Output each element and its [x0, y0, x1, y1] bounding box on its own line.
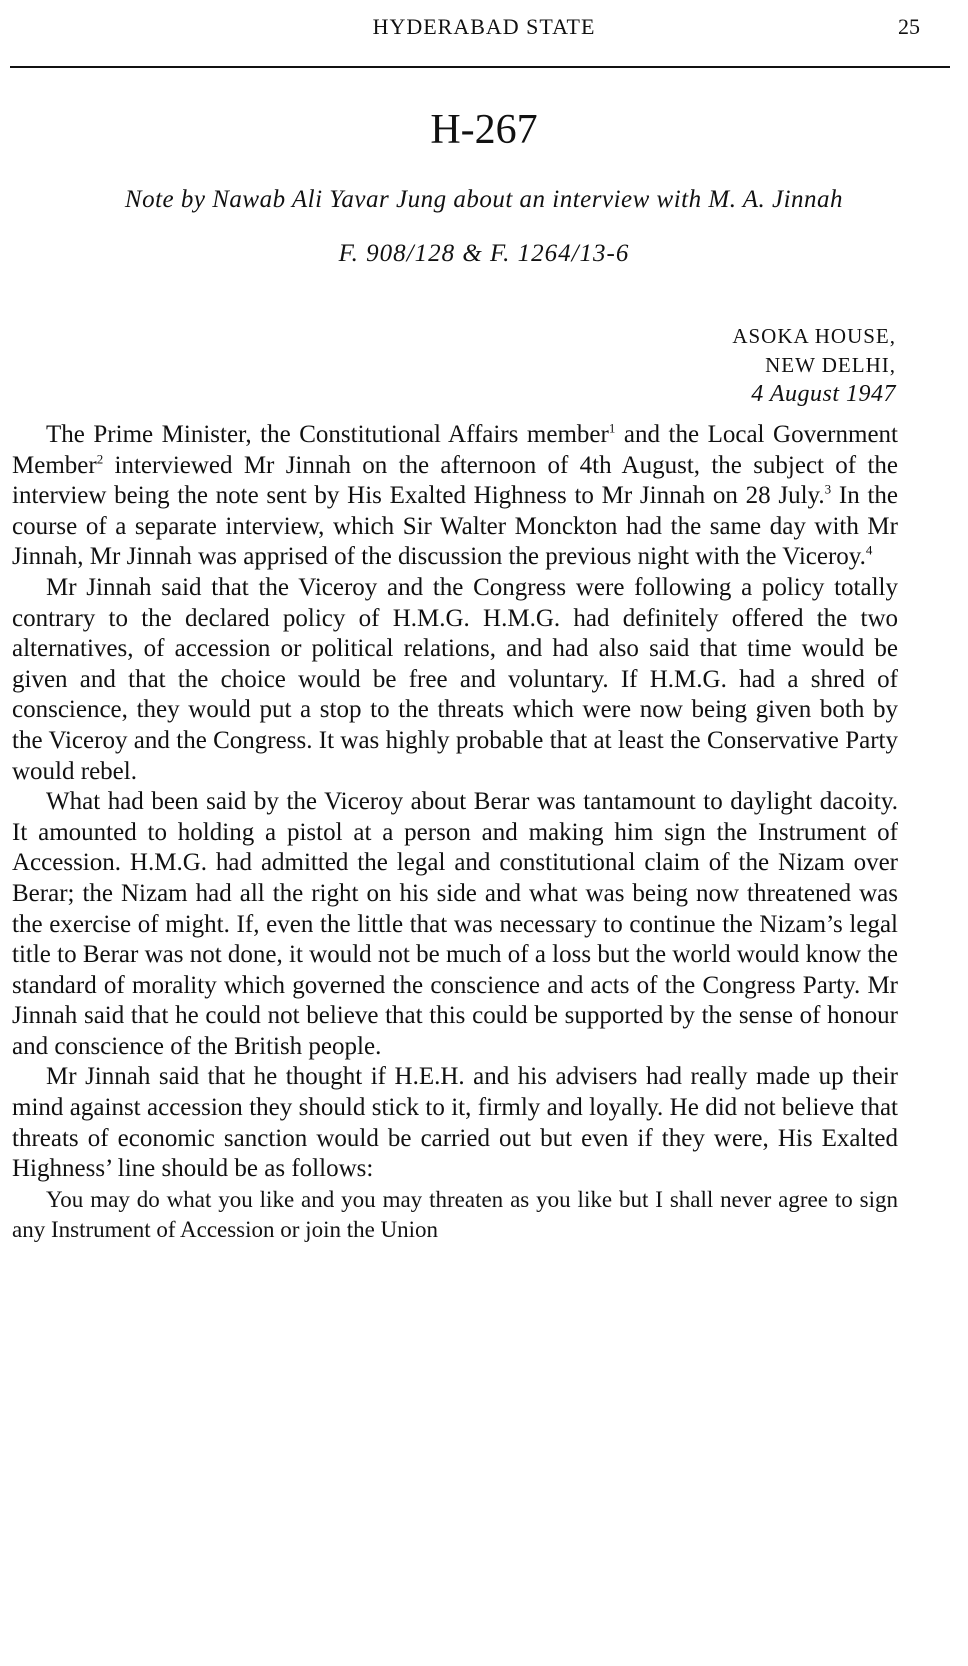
address-line-1: ASOKA HOUSE,: [732, 324, 896, 348]
document-id: H-267: [430, 107, 538, 153]
footnote-ref-1: 1: [608, 420, 616, 436]
footnote-ref-4: 4: [865, 543, 873, 559]
paragraph-1-text-c: interviewed Mr Jinnah on the afternoon of 4th August, the subject of the interview being the note sent by His Exalted Highness to Mr Jinnah on 28 July.: [12, 451, 898, 510]
address-block: [732, 322, 896, 409]
footnote-ref-2: 2: [96, 451, 104, 467]
document-body: [12, 420, 898, 1245]
paragraph-2: Mr Jinnah said that the Viceroy and the Congress were following a policy totally contrary to the declared policy of H.M.G. H.M.G. had definitely offered the two alternatives, of accession or political relations, and had also said that time would be given and that the choice would be free and voluntary. If H.M.G. had a shred of conscience, they would put a stop to the threats which were now being given both by the Viceroy and the Congress. It was highly probable that at least the Conservative Party would rebel.: [12, 573, 898, 785]
document-date: 4 August 1947: [751, 381, 896, 407]
document-title: Note by Nawab Ali Yavar Jung about an interview with M. A. Jinnah: [124, 186, 844, 213]
file-reference: F. 908/128 & F. 1264/13-6: [338, 240, 630, 267]
paragraph-3: What had been said by the Viceroy about Berar was tantamount to daylight dacoity. It amounted to holding a pistol at a person and making him sign the Instrument of Accession. H.M.G. had admitted the legal and constitutional claim of the Nizam over Berar; the Nizam had all the right on his side and what was being now threatened was the exercise of might. If, even the little that was necessary to continue the Nizam’s legal title to Berar was not done, it would not be much of a loss but the world would know the standard of morality which governed the conscience and acts of the Congress Party. Mr Jinnah said that he could not believe that this could be supported by the sense of honour and conscience of the British people.: [12, 788, 898, 1060]
paragraph-1-text-d: In the course of a separate interview, which Sir Walter Monckton had the same day with Mr Jinnah, Mr Jinnah was apprised of the discussion the previous night with the Viceroy.: [12, 482, 898, 571]
footnote-ref-3: 3: [824, 481, 832, 497]
page-number: 25: [898, 14, 920, 39]
paragraph-4: Mr Jinnah said that he thought if H.E.H. and his advisers had really made up their mind against accession they should stick to it, firmly and loyally. He did not believe that threats of economic sanction would be carried out but even if they were, His Exalted Highness’ line should be as follows:: [12, 1063, 898, 1183]
header-rule: [10, 66, 950, 68]
running-head: HYDERABAD STATE: [372, 14, 596, 39]
paragraph-1-text-a: The Prime Minister, the Constitutional Affairs member: [46, 421, 609, 448]
paragraph-1: [12, 420, 898, 573]
address-line-2: NEW DELHI,: [765, 353, 896, 377]
block-quote: You may do what you like and you may threaten as you like but I shall never agree to sign any Instrument of Accession or join the Union: [12, 1186, 898, 1242]
paragraph-1-text-b: and the Local Government Member: [12, 421, 898, 479]
